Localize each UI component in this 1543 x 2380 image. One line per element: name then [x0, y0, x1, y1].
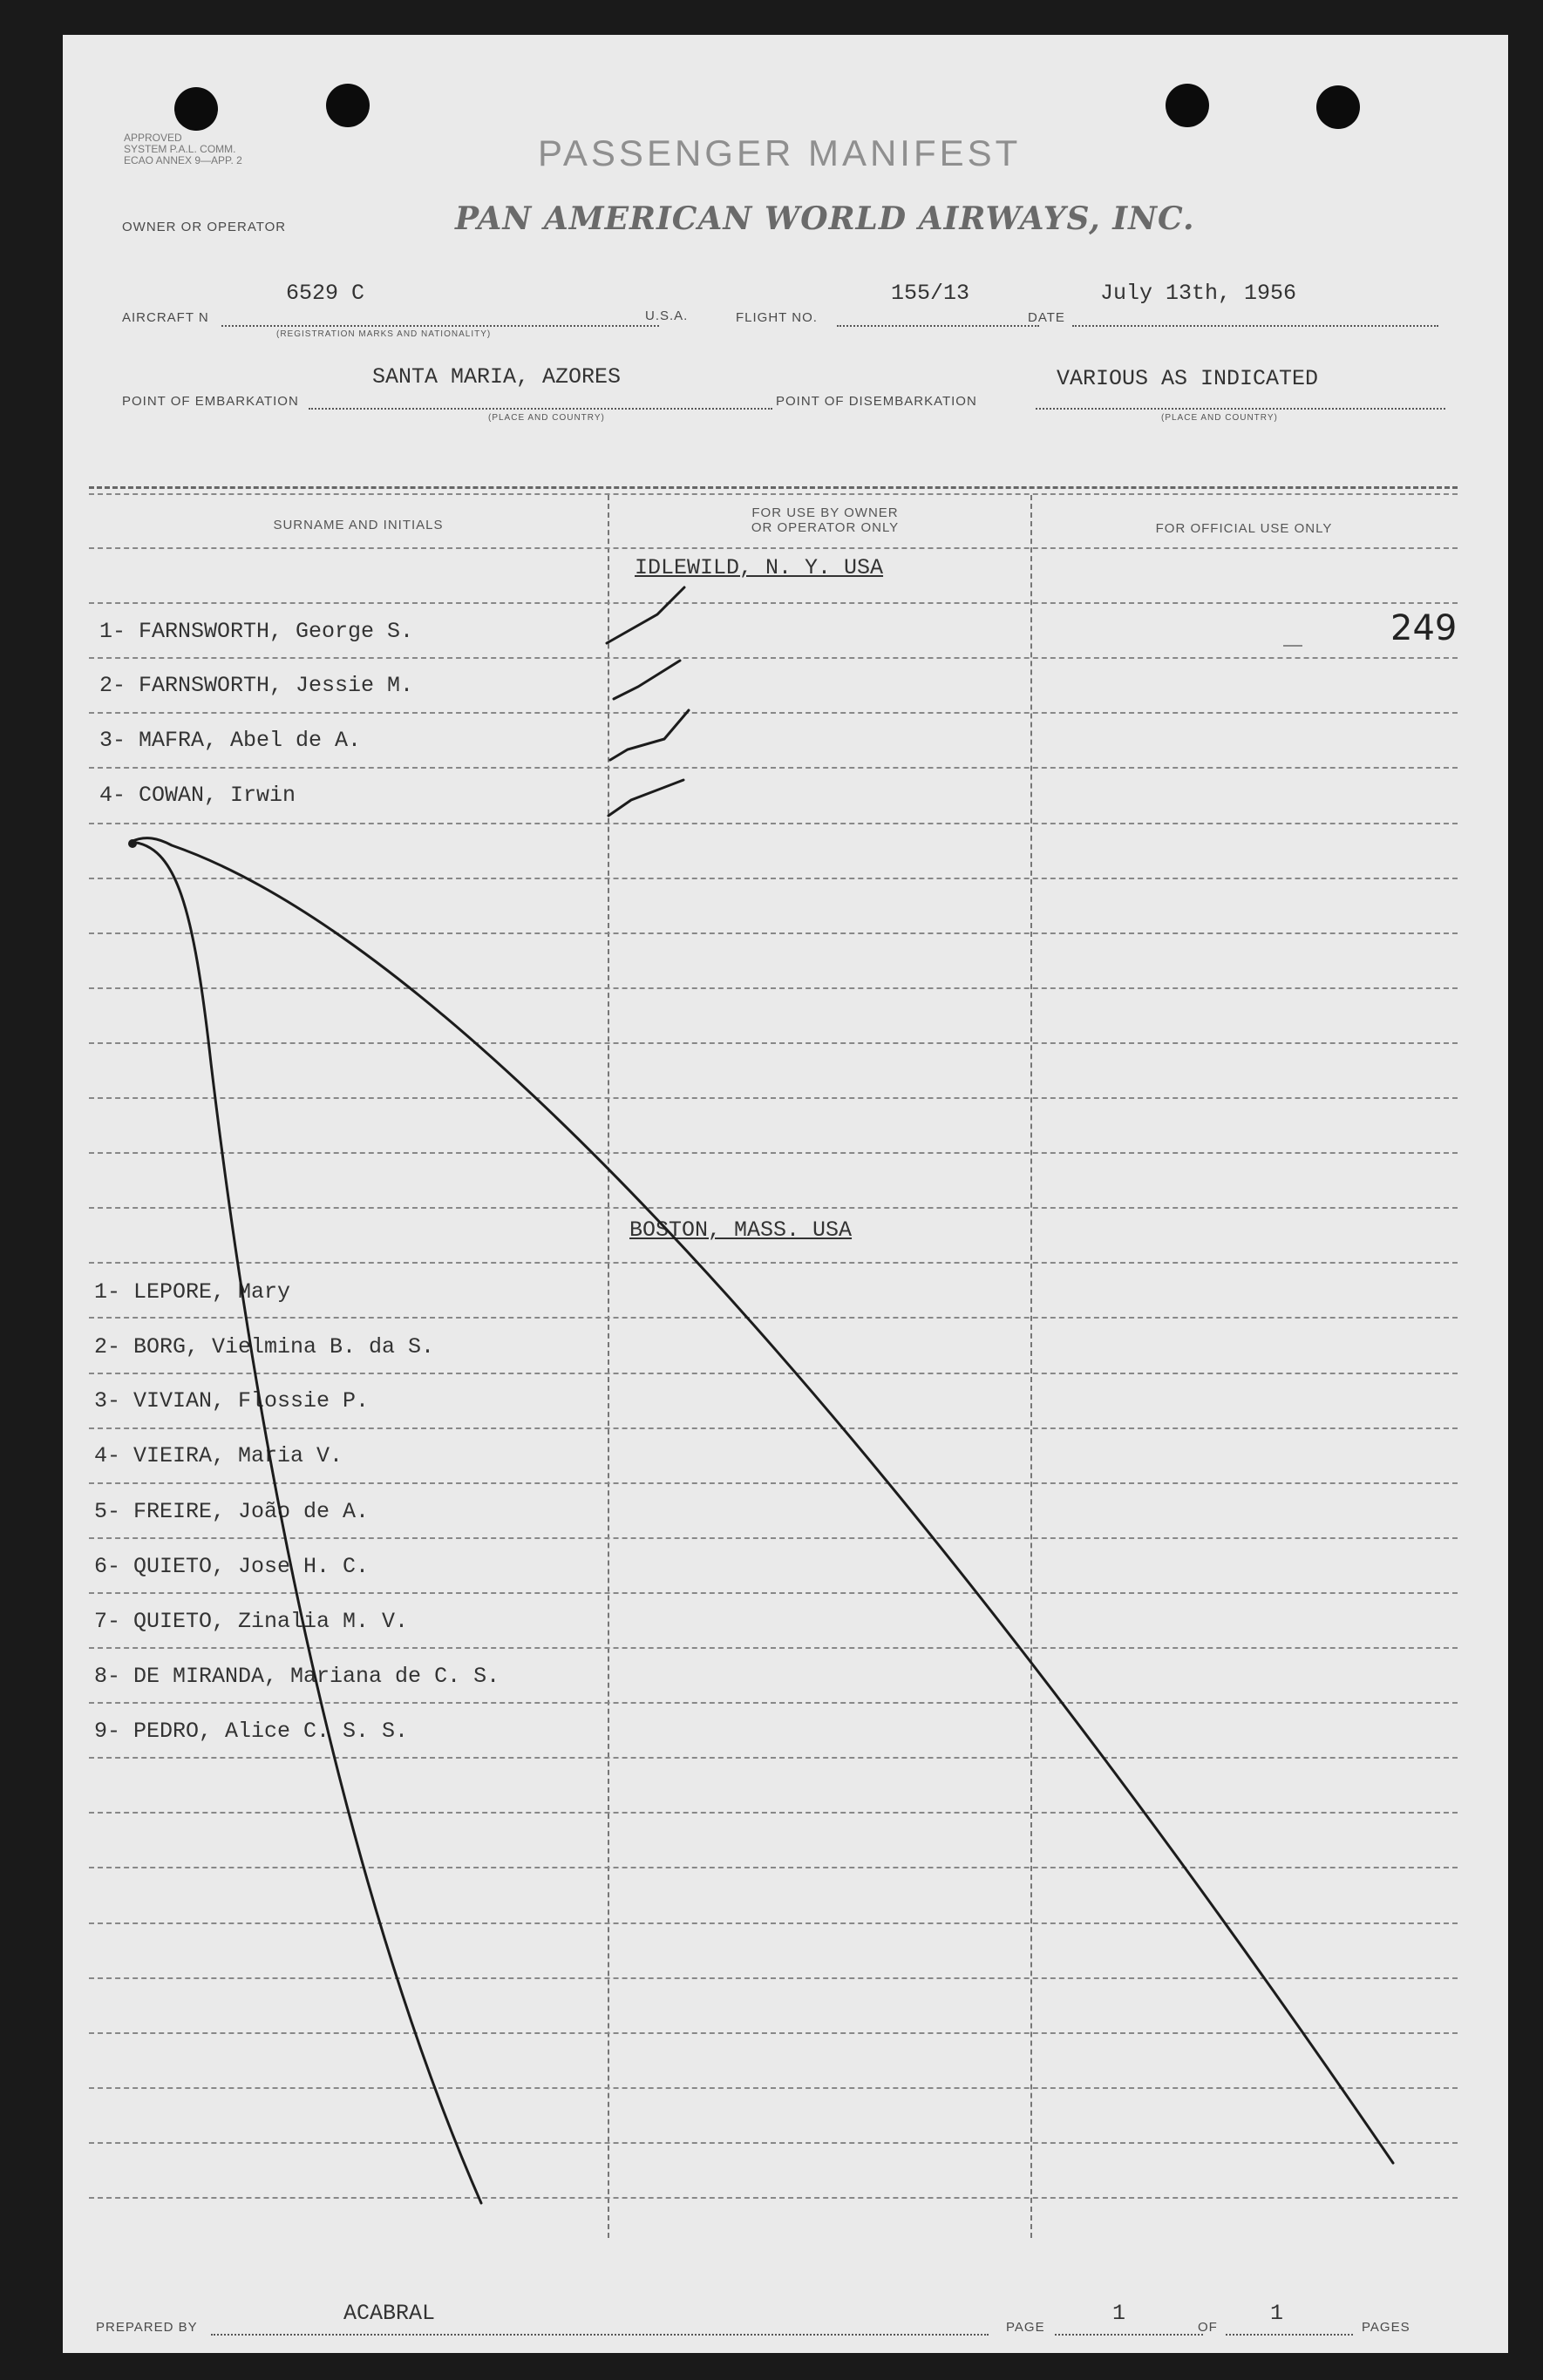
col-header-surname: SURNAME AND INITIALS [273, 518, 444, 532]
page-label: PAGE [1006, 2320, 1045, 2335]
passenger-row: 4- VIEIRA, Maria V. [94, 1443, 343, 1468]
checkmark-icon [608, 780, 683, 816]
col-header-official: FOR OFFICIAL USE ONLY [1155, 521, 1333, 536]
of-label: OF [1198, 2320, 1218, 2335]
handwritten-marks [63, 35, 1508, 2353]
col-header-owner-1: FOR USE BY OWNER [751, 505, 899, 520]
embark-label: POINT OF EMBARKATION [122, 394, 299, 409]
passenger-row: 1- FARNSWORTH, George S. [99, 619, 414, 644]
passenger-row: 3- VIVIAN, Flossie P. [94, 1388, 370, 1414]
owner-label: OWNER OR OPERATOR [122, 220, 287, 234]
manifest-page [63, 35, 1508, 2353]
aircraft-value: 6529 C [286, 281, 365, 306]
strike-line [131, 838, 1393, 2163]
aircraft-label: AIRCRAFT N [122, 310, 209, 325]
usa-label: U.S.A. [645, 309, 689, 323]
checkmark-icon [607, 587, 684, 643]
destination-idlewild: IDLEWILD, N. Y. USA [635, 555, 884, 580]
col-header-owner-2: OR OPERATOR ONLY [751, 520, 900, 535]
checkmark-icon [614, 661, 680, 699]
destination-boston: BOSTON, MASS. USA [629, 1217, 853, 1243]
disembark-caption: (PLACE AND COUNTRY) [1161, 413, 1278, 423]
disembark-label: POINT OF DISEMBARKATION [776, 394, 977, 409]
flight-value: 155/13 [891, 281, 970, 306]
pages-label: PAGES [1362, 2320, 1410, 2335]
passenger-row: 4- COWAN, Irwin [99, 783, 296, 808]
strike-line [131, 842, 481, 2203]
official-number: 249 [1390, 608, 1458, 648]
page-line [1055, 2334, 1203, 2336]
page-value: 1 [1112, 2301, 1126, 2326]
registration-caption: (REGISTRATION MARKS AND NATIONALITY) [276, 329, 492, 339]
embark-caption: (PLACE AND COUNTRY) [488, 413, 605, 423]
of-line [1226, 2334, 1353, 2336]
prepared-line [211, 2334, 989, 2336]
passenger-row: 9- PEDRO, Alice C. S. S. [94, 1719, 409, 1744]
passenger-row: 8- DE MIRANDA, Mariana de C. S. [94, 1664, 500, 1689]
approved-stamp: APPROVED SYSTEM P.A.L. COMM. ECAO ANNEX 9—APP. 2 [124, 132, 242, 166]
passenger-row: 3- MAFRA, Abel de A. [99, 728, 362, 753]
company-name: PAN AMERICAN WORLD AIRWAYS, INC. [455, 200, 1195, 237]
passenger-row: 7- QUIETO, Zinalia M. V. [94, 1609, 409, 1634]
passenger-row: 6- QUIETO, Jose H. C. [94, 1554, 370, 1579]
of-value: 1 [1270, 2301, 1284, 2326]
passenger-row: 5- FREIRE, João de A. [94, 1499, 370, 1524]
date-label: DATE [1028, 310, 1065, 325]
checkmark-icon [610, 710, 689, 760]
date-value: July 13th, 1956 [1100, 281, 1297, 306]
flight-label: FLIGHT NO. [736, 310, 818, 325]
passenger-row: 2- FARNSWORTH, Jessie M. [99, 673, 414, 698]
prepared-label: PREPARED BY [96, 2320, 198, 2335]
passenger-row: 1- LEPORE, Mary [94, 1279, 291, 1305]
embark-value: SANTA MARIA, AZORES [372, 364, 622, 390]
disembark-value: VARIOUS AS INDICATED [1057, 366, 1319, 391]
form-title: PASSENGER MANIFEST [538, 132, 1022, 173]
passenger-row: 2- BORG, Vielmina B. da S. [94, 1334, 435, 1360]
prepared-value: ACABRAL [343, 2301, 436, 2326]
